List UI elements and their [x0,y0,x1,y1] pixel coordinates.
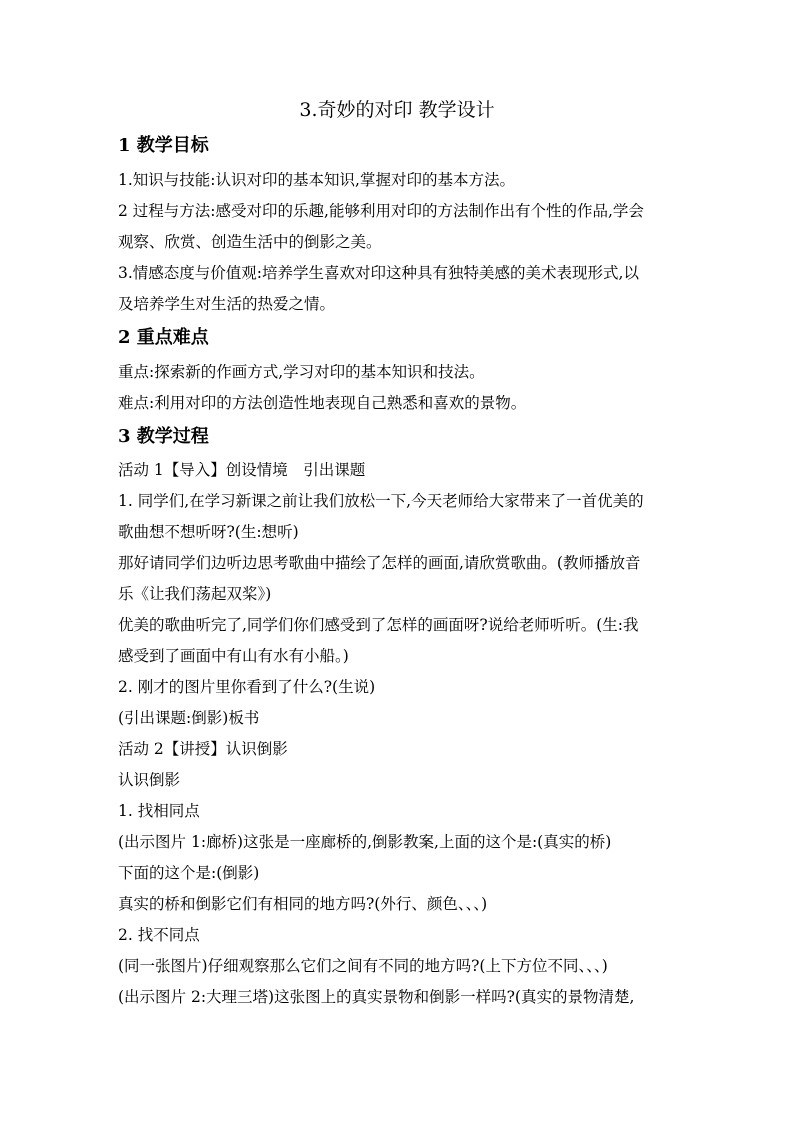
paragraph-line: 真实的桥和倒影它们有相同的地方吗?(外行、颜色、、、) [118,895,488,913]
paragraph-line: 观察、欣赏、创造生活中的倒影之美。 [118,233,382,251]
paragraph-line: 感受到了画面中有山有水有小船。) [118,647,349,665]
document-title: 3.奇妙的对印 教学设计 [299,99,495,121]
activity-heading: 活动 2【讲授】认识倒影 [118,740,288,758]
paragraph-line: 2. 刚才的图片里你看到了什么?(生说) [118,678,376,696]
paragraph-line: 歌曲想不想听呀?(生:想听) [118,523,299,541]
paragraph-line: 那好请同学们边听边思考歌曲中描绘了怎样的画面,请欣赏歌曲。(教师播放音 [118,554,641,572]
paragraph-line: 1. 同学们,在学习新课之前让我们放松一下,今天老师给大家带来了一首优美的 [118,492,644,510]
paragraph-line: 2. 找不同点 [118,926,200,944]
activity-heading: 活动 1【导入】创设情境 引出课题 [118,461,366,479]
paragraph-line: 2 过程与方法:感受对印的乐趣,能够利用对印的方法制作出有个性的作品,学会 [118,202,644,220]
paragraph-line: 重点:探索新的作画方式,学习对印的基本知识和技法。 [118,363,485,381]
paragraph-line: (引出课题:倒影)板书 [118,709,260,727]
paragraph-line: 1. 找相同点 [118,802,200,820]
paragraph-line: 下面的这个是:(倒影) [118,864,260,882]
paragraph-line: 难点:利用对印的方法创造性地表现自己熟悉和喜欢的景物。 [118,394,527,412]
paragraph-line: (出示图片 2:大理三塔)这张图上的真实景物和倒影一样吗?(真实的景物清楚, [118,988,635,1006]
section-heading-objectives: 1 教学目标 [118,135,209,156]
section-heading-key-points: 2 重点难点 [118,327,209,348]
paragraph-line: (同一张图片)仔细观察那么它们之间有不同的地方吗?(上下方位不同、、、) [118,957,608,975]
paragraph-line: 认识倒影 [118,771,181,789]
paragraph-line: 1.知识与技能:认识对印的基本知识,掌握对印的基本方法。 [118,171,515,189]
paragraph-line: 乐《让我们荡起双桨》) [118,585,272,603]
section-heading-process: 3 教学过程 [118,426,209,447]
paragraph-line: 3.情感态度与价值观:培养学生喜欢对印这种具有独特美感的美术表现形式,以 [118,264,639,282]
paragraph-line: 及培养学生对生活的热爱之情。 [118,295,336,313]
paragraph-line: (出示图片 1:廊桥)这张是一座廊桥的,倒影教案,上面的这个是:(真实的桥) [118,833,612,851]
paragraph-line: 优美的歌曲听完了,同学们你们感受到了怎样的画面呀?说给老师听听。(生:我 [118,616,639,634]
